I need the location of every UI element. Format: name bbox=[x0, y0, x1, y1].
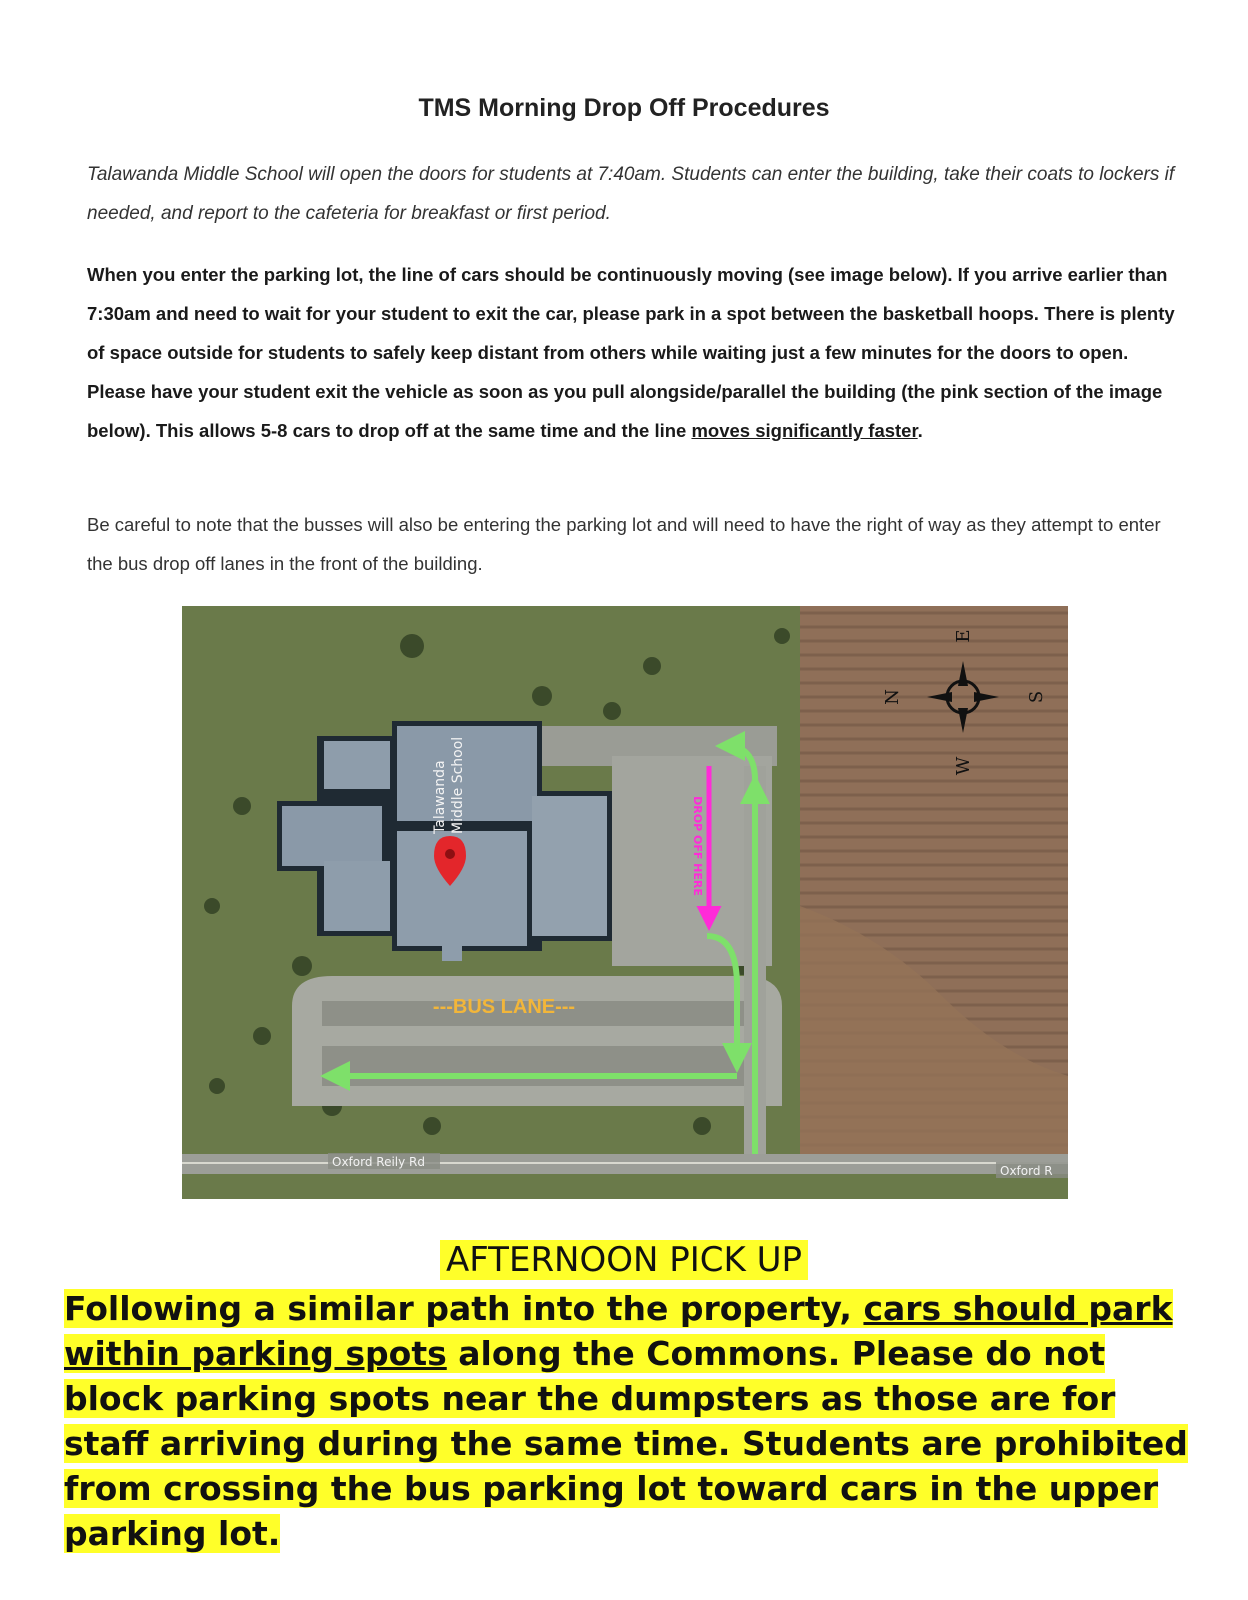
afternoon-heading-text: AFTERNOON PICK UP bbox=[440, 1240, 808, 1280]
compass-south: S bbox=[1026, 690, 1047, 704]
aerial-map bbox=[182, 606, 1068, 1199]
drop-off-instructions bbox=[87, 255, 1187, 450]
school-label-line1: Talawanda bbox=[432, 760, 448, 834]
school-label-line2: Middle School bbox=[450, 736, 466, 834]
afternoon-underlined: cars should park within parking spots bbox=[64, 1289, 1173, 1373]
afternoon-text-part2: along the Commons. Please do not block parking spots near the dumpsters as those are for staff arriving during the same time. Students are prohibited from crossing the bus parking lot toward cars in the upper parking lot. bbox=[64, 1334, 1188, 1553]
aerial-map-graphic bbox=[182, 606, 1068, 1199]
compass-east: E bbox=[953, 629, 974, 643]
afternoon-heading bbox=[0, 1240, 1248, 1280]
underlined-phrase: moves significantly faster bbox=[691, 420, 918, 441]
afternoon-text-part1: Following a similar path into the property, bbox=[64, 1289, 864, 1328]
bus-lane-label: ---BUS LANE--- bbox=[432, 996, 576, 1018]
sentence-end: . bbox=[917, 420, 923, 441]
road-label-right: Oxford R bbox=[1000, 1164, 1053, 1178]
bus-note-paragraph: Be careful to note that the busses will also be entering the parking lot and will need to have the right of way as they attempt to enter the bus drop off lanes in the front of the building. bbox=[87, 514, 1161, 574]
intro-paragraph: Talawanda Middle School will open the doors for students at 7:40am. Students can enter the building, take their coats to lockers if needed, and report to the cafeteria for breakfast or first period. bbox=[87, 164, 1175, 224]
page-title: TMS Morning Drop Off Procedures bbox=[418, 94, 830, 122]
drop-off-label: DROP OFF HERE bbox=[691, 796, 704, 896]
compass-west: W bbox=[953, 756, 974, 776]
afternoon-paragraph bbox=[64, 1286, 1204, 1556]
road-label-left: Oxford Reily Rd bbox=[332, 1155, 425, 1169]
drop-off-instructions-text: When you enter the parking lot, the line of cars should be continuously moving (see image below). If you arrive earlier than 7:30am and need to wait for your student to exit the car, please park in a spot between the basketball hoops. There is plenty of space outside for students to safely keep distant from others while waiting just a few minutes for the doors to open. Please have your student exit the vehicle as soon as you pull alongside/parallel the building (the pink section of the image below). This allows 5-8 cars to drop off at the same time and the line bbox=[87, 264, 1175, 441]
compass-north: N bbox=[882, 689, 903, 705]
